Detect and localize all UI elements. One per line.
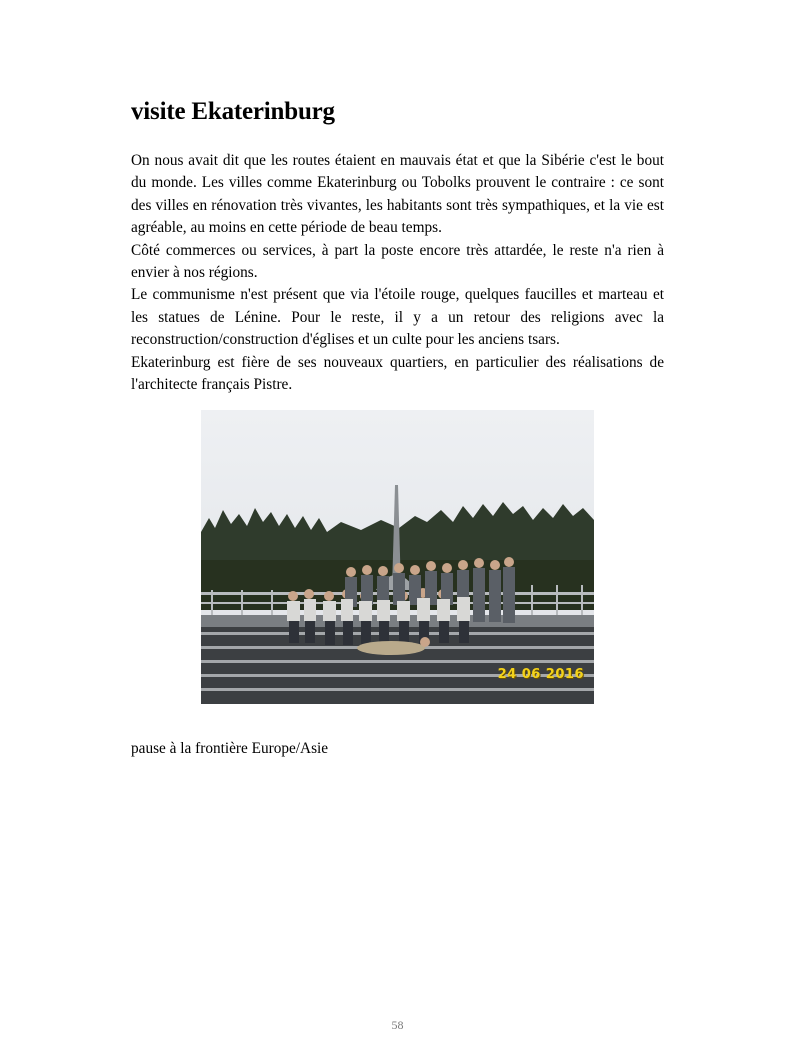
group-photo [201, 410, 594, 704]
paragraph: Le communisme n'est présent que via l'étoile rouge, quelques faucilles et marteau et les statues de Lénine. Pour le reste, il y a un retour des religions avec la reconstruction/construction d'églises et un culte pour les anciens tsars. [131, 286, 664, 349]
paragraph: On nous avait dit que les routes étaient en mauvais état et que la Sibérie c'est le bout du monde. Les villes comme Ekaterinburg ou Tobolks prouvent le contraire : ce sont des villes en rénovation très vivantes, les habitants sont très sympathiques, et la vie est agréable, au moins en cette période de beau temps. [131, 152, 664, 237]
page-title: visite Ekaterinburg [131, 98, 335, 125]
paragraph: Ekaterinburg est fière de ses nouveaux quartiers, en particulier des réalisations de l'architecte français Pistre. [131, 353, 664, 394]
body-text [131, 150, 664, 396]
photo-caption: pause à la frontière Europe/Asie [131, 740, 329, 757]
date-stamp: 24 06 2016 [497, 667, 584, 682]
paragraph: Côté commerces ou services, à part la poste encore très attardée, le reste n'a rien à envier à nos régions. [131, 241, 664, 282]
page-number: 58 [391, 1018, 404, 1032]
photo-illustration [201, 410, 594, 704]
